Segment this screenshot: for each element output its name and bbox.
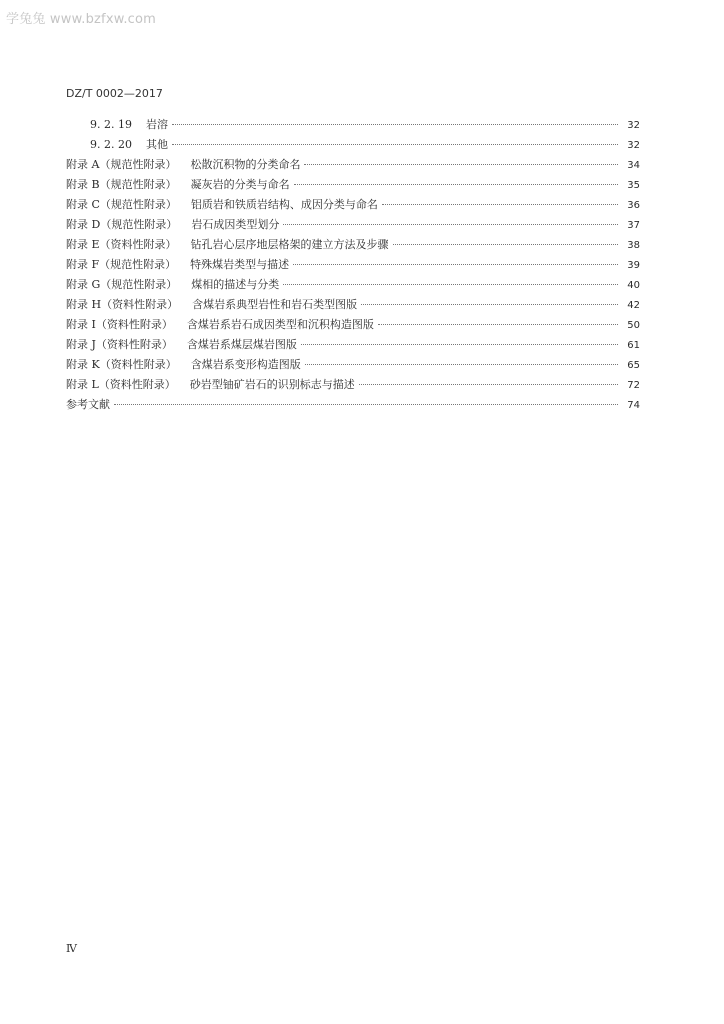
toc-entry-label: 附录 B（规范性附录）	[66, 178, 177, 191]
toc-leader-dots	[172, 144, 618, 145]
toc-entry-page: 39	[627, 260, 640, 271]
toc-entry-page: 35	[627, 180, 640, 191]
toc-leader-dots	[283, 284, 618, 285]
toc-entry-page: 34	[627, 160, 640, 171]
toc-entry-label: 附录 F（规范性附录）	[66, 258, 177, 271]
toc-leader-dots	[283, 224, 618, 225]
toc-entry[interactable]	[66, 275, 640, 295]
toc-entry-page: 37	[627, 220, 640, 231]
toc-entry-page: 40	[627, 280, 640, 291]
toc-entry-page: 38	[627, 240, 640, 251]
toc-leader-dots	[305, 364, 618, 365]
toc-entry[interactable]	[66, 335, 640, 355]
toc-entry-label: 9. 2. 20	[90, 138, 132, 151]
watermark: 学兔兔 www.bzfxw.com	[6, 12, 157, 27]
toc-leader-dots	[359, 384, 618, 385]
toc-entry[interactable]	[66, 115, 640, 135]
toc-entry-title: 铝质岩和铁质岩结构、成因分类与命名	[190, 198, 378, 211]
toc-entry-title: 砂岩型铀矿岩石的识别标志与描述	[189, 378, 355, 391]
toc-entry-title: 其他	[145, 138, 168, 151]
toc-leader-dots	[304, 164, 618, 165]
toc-leader-dots	[301, 344, 618, 345]
table-of-contents	[66, 115, 640, 415]
toc-leader-dots	[393, 244, 618, 245]
toc-leader-dots	[294, 184, 618, 185]
page-number: Ⅳ	[66, 942, 77, 955]
toc-entry[interactable]	[66, 135, 640, 155]
toc-leader-dots	[114, 404, 618, 405]
toc-entry-title: 含煤岩系岩石成因类型和沉积构造图版	[186, 318, 374, 331]
toc-entry-title: 含煤岩系变形构造图版	[190, 358, 301, 371]
toc-entry-title: 钻孔岩心层序地层格架的建立方法及步骤	[190, 238, 389, 251]
toc-entry-label: 9. 2. 19	[90, 118, 132, 131]
toc-entry-page: 50	[627, 320, 640, 331]
toc-entry[interactable]	[66, 155, 640, 175]
toc-entry-page: 74	[627, 400, 640, 411]
toc-entry[interactable]	[66, 215, 640, 235]
toc-entry[interactable]	[66, 195, 640, 215]
toc-leader-dots	[361, 304, 618, 305]
document-code: DZ/T 0002—2017	[66, 87, 163, 100]
toc-entry-title: 特殊煤岩类型与描述	[190, 258, 290, 271]
toc-entry-label: 附录 G（规范性附录）	[66, 278, 178, 291]
toc-entry-page: 65	[627, 360, 640, 371]
toc-entry[interactable]	[66, 295, 640, 315]
toc-leader-dots	[378, 324, 618, 325]
toc-entry-label: 附录 C（规范性附录）	[66, 198, 177, 211]
toc-entry-label: 附录 J（资料性附录）	[66, 338, 173, 351]
toc-entry[interactable]	[66, 255, 640, 275]
toc-entry-page: 32	[627, 140, 640, 151]
toc-entry-title: 岩石成因类型划分	[191, 218, 280, 231]
toc-entry-page: 61	[627, 340, 640, 351]
toc-leader-dots	[293, 264, 618, 265]
toc-entry[interactable]	[66, 355, 640, 375]
toc-entry-label: 附录 K（资料性附录）	[66, 358, 177, 371]
toc-entry-page: 42	[627, 300, 640, 311]
toc-entry-label: 参考文献	[66, 398, 110, 411]
toc-leader-dots	[172, 124, 618, 125]
toc-entry-page: 72	[627, 380, 640, 391]
toc-entry-page: 36	[627, 200, 640, 211]
toc-entry[interactable]	[66, 375, 640, 395]
toc-entry-title: 煤相的描述与分类	[191, 278, 280, 291]
toc-entry-title: 岩溶	[145, 118, 168, 131]
toc-entry-title: 凝灰岩的分类与命名	[190, 178, 290, 191]
toc-leader-dots	[382, 204, 618, 205]
toc-entry[interactable]	[66, 175, 640, 195]
toc-entry-title: 松散沉积物的分类命名	[190, 158, 301, 171]
toc-entry-label: 附录 A（规范性附录）	[66, 158, 177, 171]
toc-entry[interactable]	[66, 395, 640, 415]
toc-entry-label: 附录 L（资料性附录）	[66, 378, 176, 391]
toc-entry-label: 附录 D（规范性附录）	[66, 218, 178, 231]
toc-entry-label: 附录 H（资料性附录）	[66, 298, 179, 311]
toc-entry-title: 含煤岩系典型岩性和岩石类型图版	[192, 298, 358, 311]
toc-entry-label: 附录 I（资料性附录）	[66, 318, 173, 331]
toc-entry[interactable]	[66, 235, 640, 255]
toc-entry-page: 32	[627, 120, 640, 131]
toc-entry-label: 附录 E（资料性附录）	[66, 238, 177, 251]
toc-entry[interactable]	[66, 315, 640, 335]
toc-entry-title: 含煤岩系煤层煤岩图版	[186, 338, 297, 351]
